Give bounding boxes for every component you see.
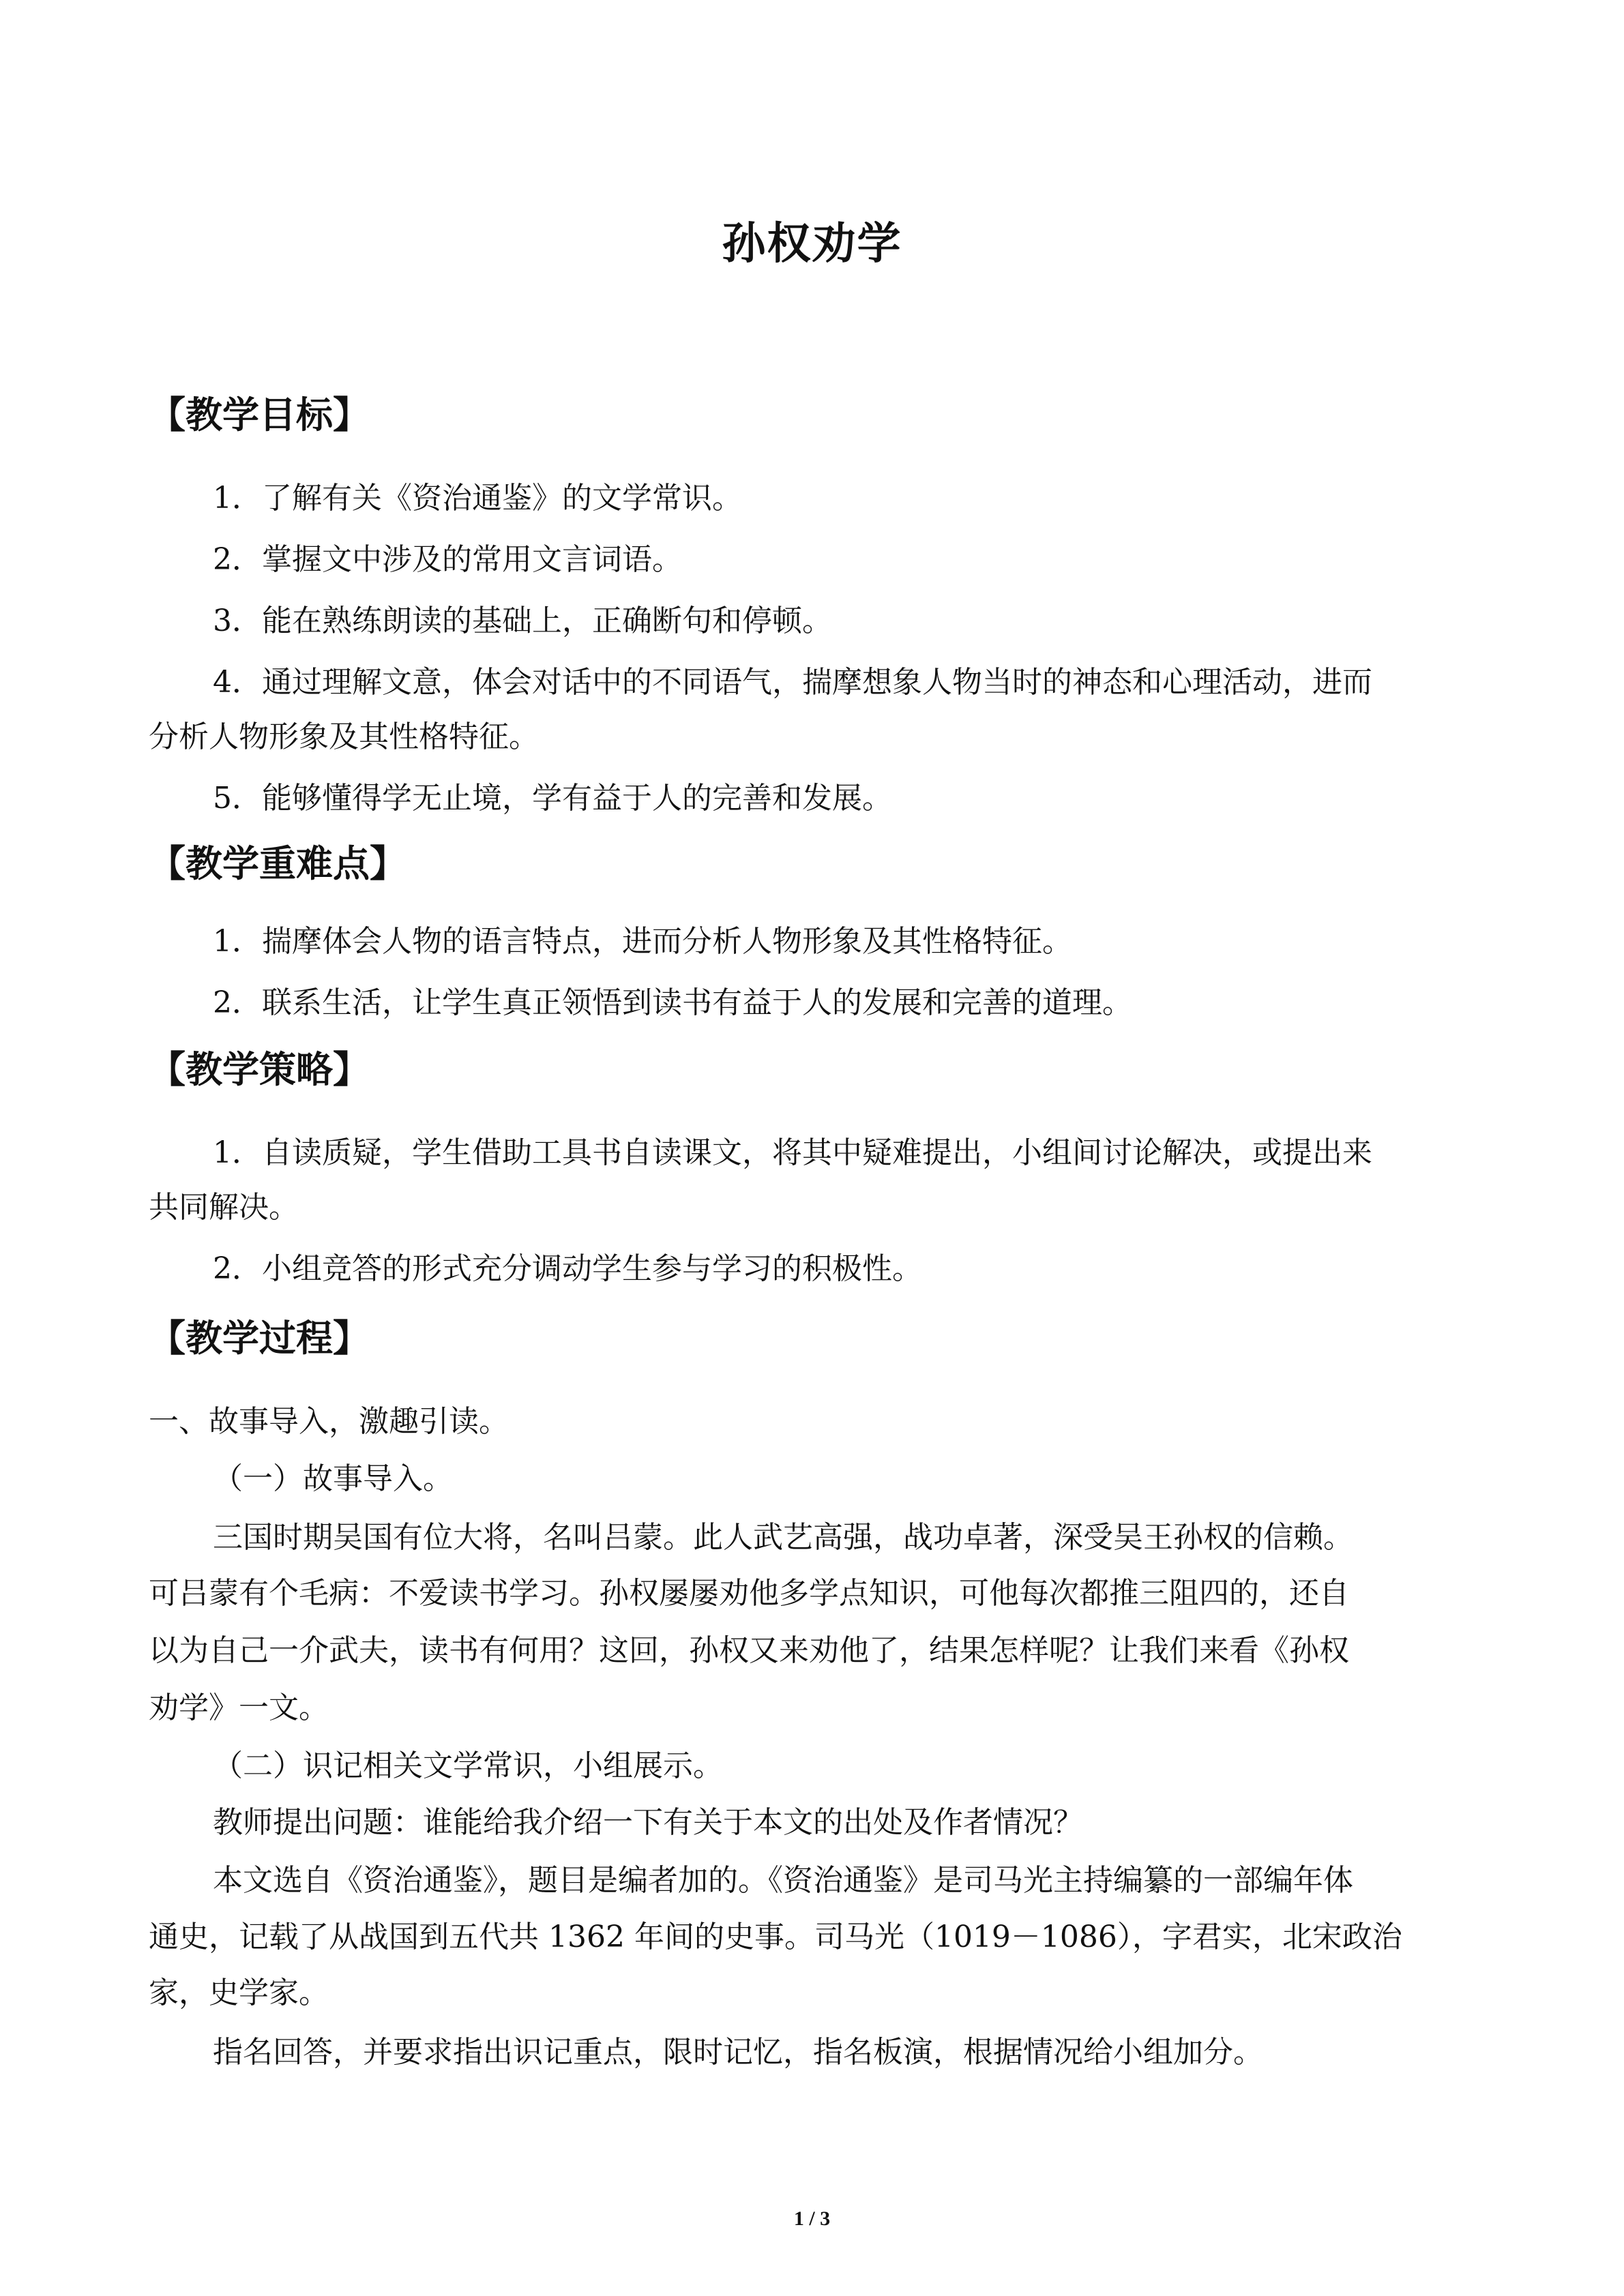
goal-item: 2．掌握文中涉及的常用文言词语。 bbox=[213, 542, 682, 577]
goal-item: 4．通过理解文意，体会对话中的不同语气，揣摩想象人物当时的神态和心理活动，进而 bbox=[213, 665, 1372, 700]
strategy-item: 2．小组竞答的形式充分调动学生参与学习的积极性。 bbox=[213, 1251, 922, 1286]
process-substep-heading: （二）识记相关文学常识，小组展示。 bbox=[213, 1748, 723, 1783]
process-paragraph-line: 家，史学家。 bbox=[149, 1976, 329, 2010]
strategy-item-continued: 共同解决。 bbox=[149, 1190, 299, 1225]
section-heading-process: 【教学过程】 bbox=[149, 1317, 370, 1360]
process-paragraph-line: 劝学》一文。 bbox=[149, 1690, 329, 1725]
page-number: 1 / 3 bbox=[793, 2207, 831, 2230]
keypoint-item: 1．揣摩体会人物的语言特点，进而分析人物形象及其性格特征。 bbox=[213, 924, 1072, 959]
process-paragraph-line: 教师提出问题：谁能给我介绍一下有关于本文的出处及作者情况？ bbox=[213, 1805, 1083, 1840]
process-substep-heading: （一）故事导入。 bbox=[213, 1461, 453, 1496]
strategy-item: 1．自读质疑，学生借助工具书自读课文，将其中疑难提出，小组间讨论解决，或提出来 bbox=[213, 1135, 1372, 1170]
process-paragraph-line: 以为自己一介武夫，读书有何用？这回，孙权又来劝他了，结果怎样呢？让我们来看《孙权 bbox=[149, 1633, 1349, 1668]
process-paragraph-line: 通史，记载了从战国到五代共 1362 年间的史事。司马光（1019－1086），字君实，北宋政治 bbox=[149, 1920, 1402, 1954]
section-heading-keypoints: 【教学重难点】 bbox=[149, 842, 407, 885]
process-paragraph-line: 指名回答，并要求指出识记重点，限时记忆，指名板演，根据情况给小组加分。 bbox=[213, 2035, 1263, 2070]
section-heading-strategy: 【教学策略】 bbox=[149, 1048, 370, 1091]
goal-item: 5．能够懂得学无止境，学有益于人的完善和发展。 bbox=[213, 781, 892, 816]
process-paragraph-line: 三国时期吴国有位大将，名叫吕蒙。此人武艺高强，战功卓著，深受吴王孙权的信赖。 bbox=[213, 1520, 1353, 1555]
goal-item: 1．了解有关《资治通鉴》的文学常识。 bbox=[213, 481, 742, 516]
section-heading-goals: 【教学目标】 bbox=[149, 393, 370, 436]
process-paragraph-line: 可吕蒙有个毛病：不爱读书学习。孙权屡屡劝他多学点知识，可他每次都推三阻四的，还自 bbox=[149, 1576, 1349, 1611]
goal-item-continued: 分析人物形象及其性格特征。 bbox=[149, 719, 539, 754]
process-paragraph-line: 本文选自《资治通鉴》，题目是编者加的。《资治通鉴》是司马光主持编纂的一部编年体 bbox=[213, 1863, 1353, 1898]
process-step-heading: 一、故事导入，激趣引读。 bbox=[149, 1404, 509, 1439]
goal-item: 3．能在熟练朗读的基础上，正确断句和停顿。 bbox=[213, 603, 832, 638]
document-title: 孙权劝学 bbox=[722, 219, 902, 269]
keypoint-item: 2．联系生活，让学生真正领悟到读书有益于人的发展和完善的道理。 bbox=[213, 985, 1132, 1020]
